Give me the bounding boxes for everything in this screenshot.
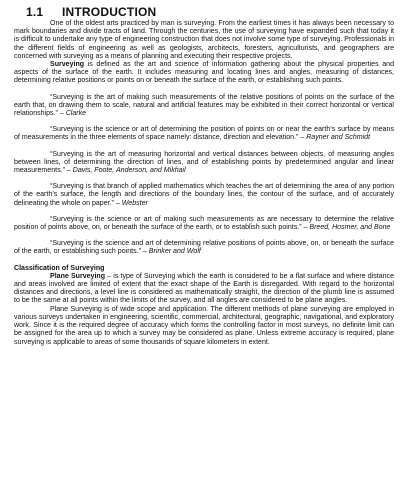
definition-term: Surveying (50, 61, 85, 69)
plane-surveying-paragraph (14, 273, 394, 306)
plane-surveying-text: – is type of Surveying which the earth is considered to be a flat surface and where distance and areas involved are limited of extent that the exact shape of the Earth is disregarded. With regard to the horizontal distances and directions, a level line is considered as mathematically straight, the direction of the plumb line is assumed to be the same at all points within the limits of the survey, and all angles are considered to be plane angles. (14, 272, 394, 305)
quote-text: “Surveying is the science or art of determining the position of points on or near the earth’s surface by means of measurements in the three elements of space namely: distance, direction and elevation.” – (14, 126, 394, 142)
quote-text: “Surveying is the science or art of making such measurements as are necessary to determine the relative position of points above, on, or beneath the surface of the earth, or to establish such points.” – (14, 215, 394, 232)
quote-text: “Surveying is the art of making such measurements of the relative positions of points on the surface of the earth that, on drawing them to scale, natural and artificial features may be exhibited in their correct horizontal or vertical relationships.” – (14, 93, 394, 118)
classification-heading: Classification of Surveying (14, 264, 105, 272)
quote-citation: Brinker and Wolf (148, 248, 201, 256)
quote-citation: Rayner and Schmidt (306, 134, 371, 142)
quote-citation: Breed, Hosmer, and Bone (309, 224, 391, 232)
quote-paragraph (14, 151, 394, 176)
section-title: INTRODUCTION (62, 5, 157, 19)
intro-paragraph: One of the oldest arts practiced by man is surveying. From the earliest times it has always been necessary to mark boundaries and divide tracts of land. Through the centuries, the use of surveying have expanded such that today it is difficult to undertake any type of engineering construction that does not involve some type of surveying. Professionals in the different fields of engineering as well as geologists, architects, foresters, agriculturists, and geographers are concerned with surveying as a means of planning and executing their respective projects. (14, 20, 394, 60)
quote-paragraph (14, 126, 394, 142)
plane-surveying-term: Plane Surveying (50, 272, 106, 280)
definition-text: is defined as the art and science of information gathering about the physical properties and aspects of the surface of the earth. It includes measuring and locating lines and angles, measuring of distances, determining relative positions or points on or beneath the surface of the earth, or establishing such points. (14, 61, 394, 85)
quote-text: “Surveying is the art of measuring horizontal and vertical distances between objects, of measuring angles between lines, of determining the direction of lines, and of establishing points by predetermined angular and linear measurements.” – (14, 150, 394, 175)
definition-paragraph (14, 61, 394, 86)
section-number: 1.1 (26, 5, 44, 19)
quote-citation: Davis, Foote, Anderson, and Mikhail (72, 167, 186, 175)
quote-text: “Surveying is the science and art of determining relative positions of points above, on, or beneath the surface of the earth, or establishing such points.” – (14, 240, 394, 256)
quote-citation: Webster (121, 199, 148, 207)
section-heading (26, 6, 394, 19)
quote-paragraph (14, 216, 394, 232)
quote-citation: Clarke (65, 110, 87, 118)
quote-paragraph (14, 94, 394, 119)
quote-text: “Surveying is that branch of applied mathematics which teaches the art of determining the area of any portion of the earth’s surface, the length and directions of the boundary lines, the contour of the surface, and of accurately delineating the whole on paper.” – (14, 183, 394, 207)
plane-surveying-scope-paragraph: Plane Surveying is of wide scope and application. The different methods of plane surveying are employed in various surveys undertaken in engineering, scientific, commercial, architectural, geographic, navigational, and exploratory work. Since it is the required degree of accuracy which forms the controlling factor in most surveys, no definite limit can be assigned for the area up to which a survey may be considered as plane. Unless extreme accuracy is required, plane surveying is applicable to areas of some thousands of square kilometers in extent. (14, 305, 394, 346)
quote-paragraph (14, 240, 394, 256)
quote-paragraph (14, 183, 394, 208)
